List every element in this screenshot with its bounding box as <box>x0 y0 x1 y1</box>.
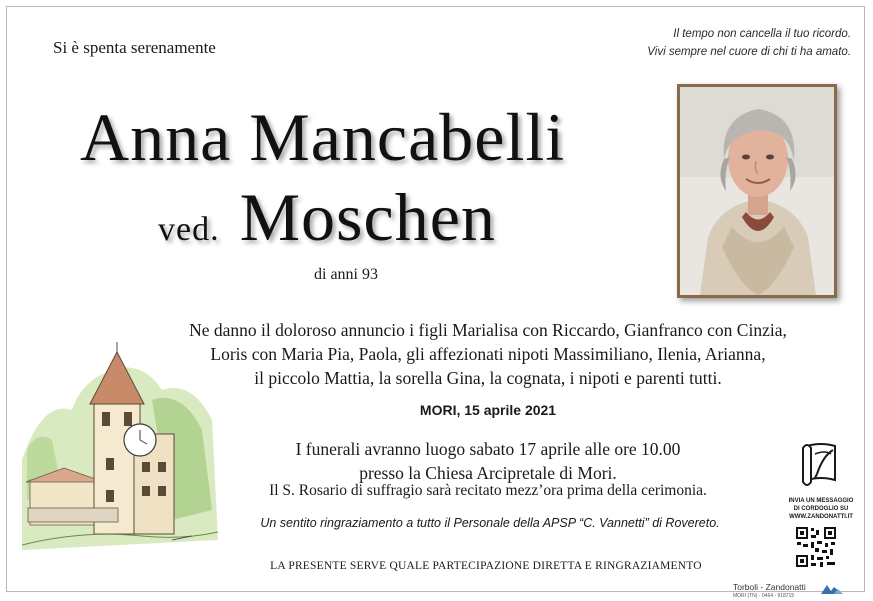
scroll-quill-icon <box>797 440 845 490</box>
condolence-text <box>780 497 862 521</box>
married-name: Moschen <box>239 179 496 255</box>
memorial-quote <box>551 25 851 61</box>
portrait-illustration <box>680 87 834 295</box>
brand-contact: MORI (TN) · 0464 - 918715 <box>733 593 795 599</box>
brand-name: Torboli - Zandonatti <box>733 582 806 592</box>
condolence-line-2: DI CORDOGLIO SU <box>793 506 849 512</box>
married-name-line <box>158 178 496 257</box>
deceased-name: Anna Mancabelli <box>80 99 566 175</box>
rosary-notice: Il S. Rosario di suffragio sarà recitato mezz’ora prima della cerimonia. <box>269 482 707 499</box>
quote-line-1: Il tempo non cancella il tuo ricordo. <box>673 28 851 40</box>
funeral-home-brand <box>733 583 806 601</box>
funeral-line-1: I funerali avranno luogo sabato 17 aprile alle ore 10.00 <box>295 439 681 459</box>
church-tower-illustration <box>22 340 218 558</box>
thanks-text: Un sentito ringraziamento a tutto il Personale della APSP “C. Vannetti” di Rovereto. <box>260 516 720 530</box>
funeral-home-logo <box>820 583 844 595</box>
announcement-line-3: il piccolo Mattia, la sorella Gina, la cognata, i nipoti e parenti tutti. <box>254 368 722 388</box>
announcement <box>150 318 826 390</box>
announcement-line-1: Ne danno il doloroso annuncio i figli Marialisa con Riccardo, Gianfranco con Cinzia, <box>189 320 787 340</box>
qr-code[interactable] <box>795 526 837 568</box>
portrait-photo <box>677 84 837 298</box>
funeral-line-2: presso la Chiesa Arcipretale di Mori. <box>359 463 617 483</box>
announcement-line-2: Loris con Maria Pia, Paola, gli affezionati nipoti Massimiliano, Ilenia, Arianna, <box>210 344 766 364</box>
condolence-url[interactable]: WWW.ZANDONATTI.IT <box>789 514 853 520</box>
qr-code-graphic <box>795 526 837 568</box>
funeral-details <box>228 437 748 485</box>
age: di anni 93 <box>314 266 378 283</box>
place-date: MORI, 15 aprile 2021 <box>419 402 557 418</box>
quote-line-2: Vivi sempre nel cuore di chi ti ha amato. <box>647 46 851 58</box>
participation-notice: LA PRESENTE SERVE QUALE PARTECIPAZIONE DIRETTA E RINGRAZIAMENTO <box>270 560 702 572</box>
condolence-line-1: INVIA UN MESSAGGIO <box>788 498 854 504</box>
intro-text: Si è spenta serenamente <box>53 38 216 57</box>
church-tower-drawing <box>22 340 218 558</box>
condolence-link-block[interactable] <box>780 440 862 521</box>
widow-prefix: ved. <box>158 211 220 248</box>
